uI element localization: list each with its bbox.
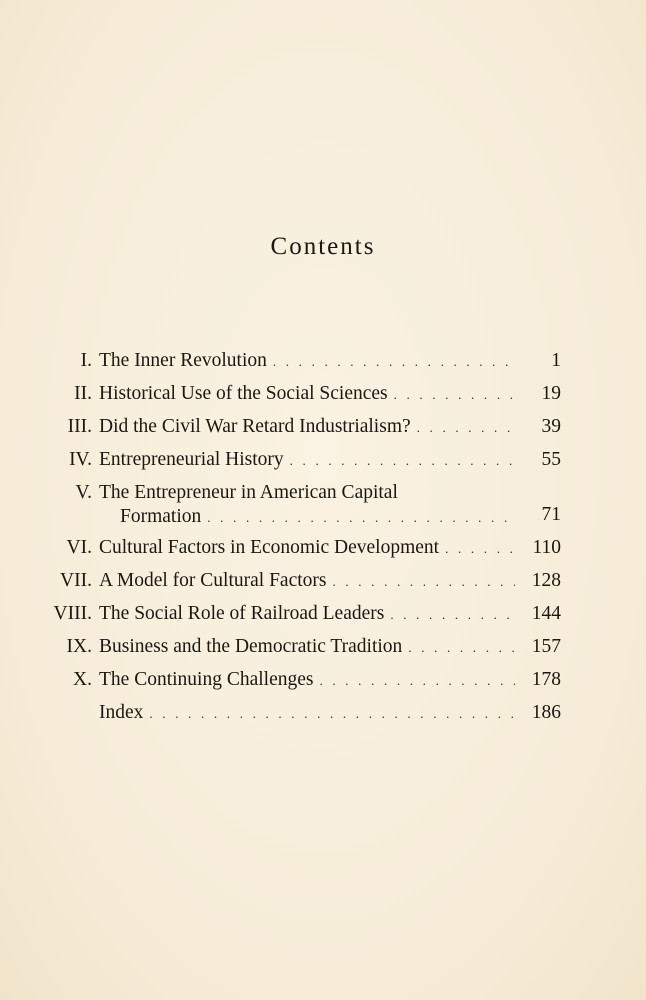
dot-leader: [273, 350, 515, 374]
chapter-title: Historical Use of the Social Sciences: [99, 383, 388, 404]
page-number: 178: [531, 669, 561, 690]
toc-entry-5: [0, 481, 646, 536]
dot-leader: [290, 449, 515, 473]
chapter-title: Did the Civil War Retard Industrialism?: [99, 416, 411, 437]
toc-entry-2: [0, 382, 646, 415]
chapter-title: The Inner Revolution: [99, 350, 267, 371]
toc-entry-7: [0, 569, 646, 602]
chapter-number: I.: [80, 350, 92, 371]
chapter-number: VI.: [66, 537, 92, 558]
chapter-number: VIII.: [53, 603, 92, 624]
chapter-title: Business and the Democratic Tradition: [99, 636, 403, 657]
dot-leader: [394, 383, 515, 407]
dot-leader: [207, 506, 515, 530]
toc-entry-8: [0, 602, 646, 635]
page-title: Contents: [270, 233, 376, 260]
chapter-number: VII.: [60, 570, 92, 591]
chapter-title: Cultural Factors in Economic Development: [99, 537, 440, 558]
page-number: 19: [541, 383, 561, 404]
toc-entry-3: [0, 415, 646, 448]
page-number: 110: [532, 537, 561, 558]
chapter-number: IX.: [66, 636, 92, 657]
chapter-number: V.: [75, 482, 92, 503]
toc-entry-1: [0, 349, 646, 382]
chapter-number: III.: [67, 416, 92, 437]
dot-leader: [390, 603, 515, 627]
page-number: 128: [531, 570, 561, 591]
page-number: 186: [531, 702, 561, 723]
page-number: 144: [531, 603, 561, 624]
chapter-title-line-1: The Entrepreneur in American Capital: [99, 482, 398, 503]
toc-entry-10: [0, 668, 646, 701]
index-title: Index: [99, 702, 144, 723]
page-number: 39: [541, 416, 561, 437]
page-number: 157: [531, 636, 561, 657]
chapter-title: The Social Role of Railroad Leaders: [99, 603, 385, 624]
toc-entry-6: [0, 536, 646, 569]
chapter-title-line-2: Formation: [120, 506, 202, 527]
chapter-title: The Continuing Challenges: [99, 669, 314, 690]
dot-leader: [319, 669, 515, 693]
dot-leader: [417, 416, 515, 440]
dot-leader: [332, 570, 515, 594]
toc-entry-index: [0, 701, 646, 734]
chapter-title: Entrepreneurial History: [99, 449, 284, 470]
chapter-number: II.: [74, 383, 92, 404]
page-number: 1: [551, 350, 561, 371]
toc-entry-9: [0, 635, 646, 668]
page-number: 71: [541, 504, 561, 525]
chapter-title: A Model for Cultural Factors: [99, 570, 327, 591]
page-number: 55: [541, 449, 561, 470]
dot-leader: [445, 537, 515, 561]
table-of-contents: [0, 349, 646, 734]
toc-entry-4: [0, 448, 646, 481]
chapter-number: IV.: [69, 449, 92, 470]
dot-leader: [149, 702, 515, 726]
chapter-number: X.: [73, 669, 92, 690]
dot-leader: [408, 636, 515, 660]
